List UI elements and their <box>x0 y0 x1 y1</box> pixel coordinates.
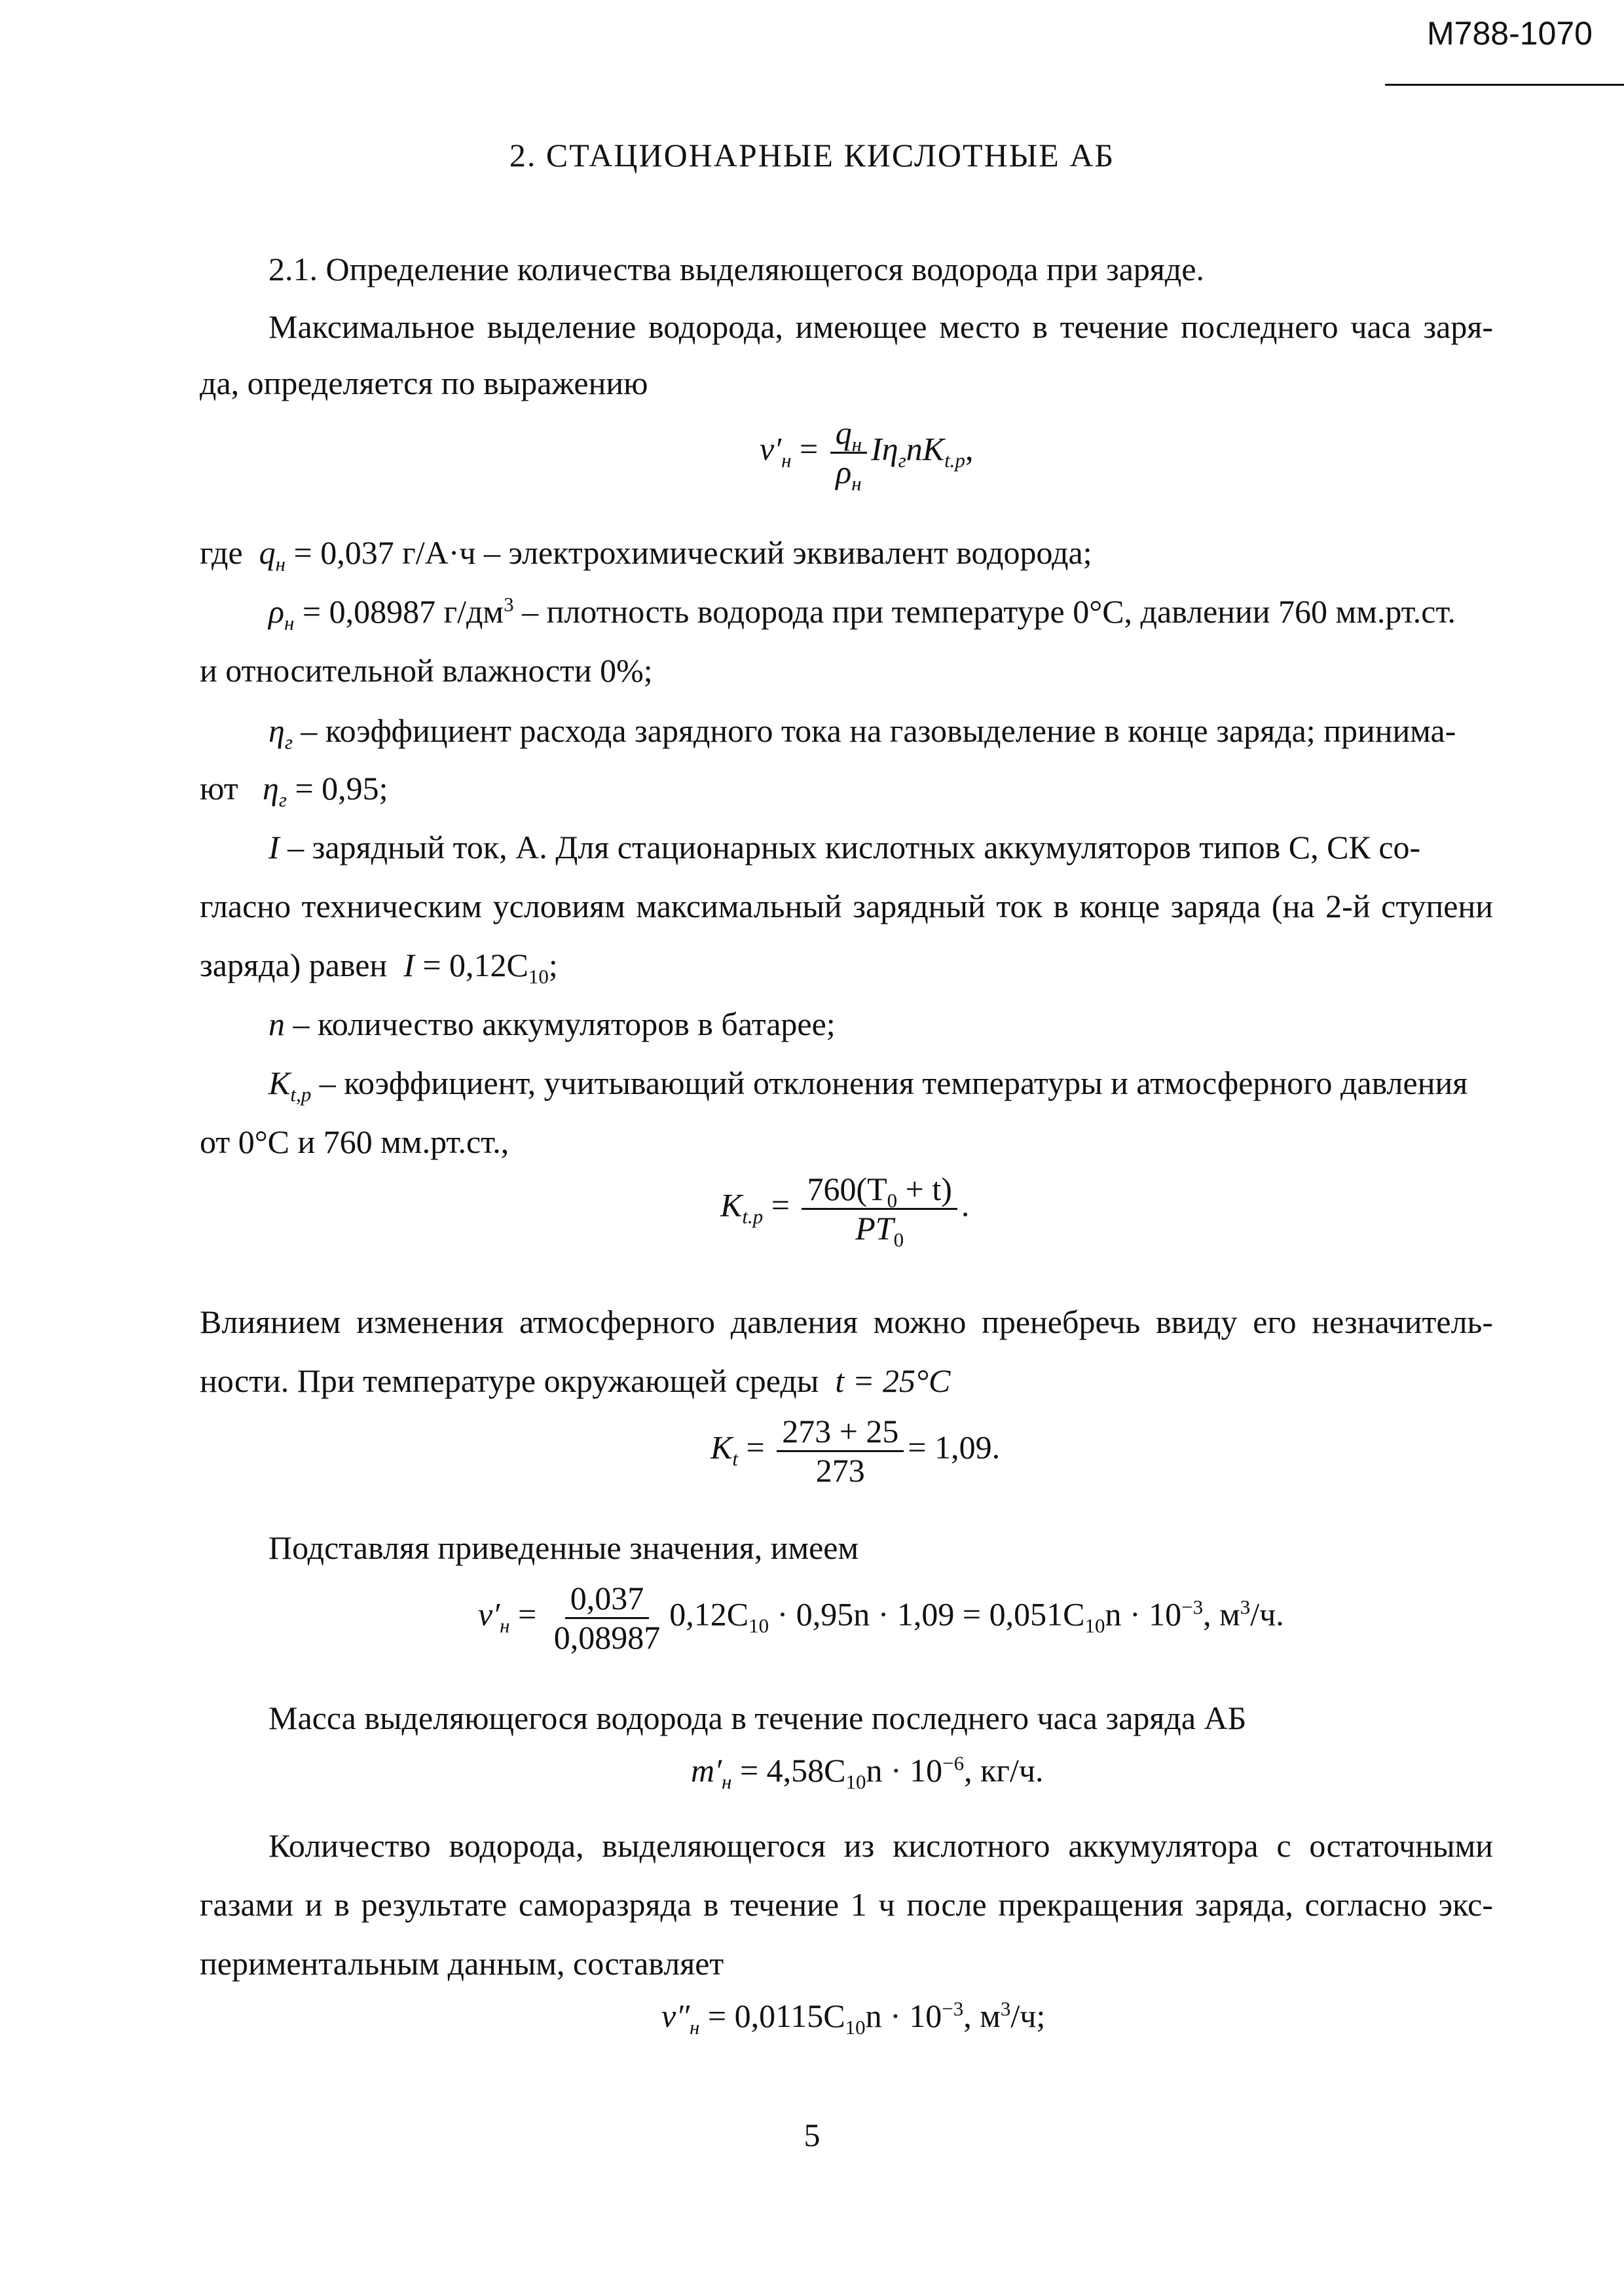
paragraph-line: и относительной влажности 0%; <box>200 652 653 689</box>
paragraph-line: Количество водорода, выделяющегося из кислотного аккумулятора с остаточными <box>268 1827 1493 1864</box>
formula-hydrogen-volume: $v'_н$ = $\frac{q_н}{\rho_н}$ $I\eta_гnK_{t.p}$, <box>760 414 974 495</box>
definition-rho: $\rho_н = 0,08987$ $г/дм^3$ – плотность водорода при температуре 0°С, давлении 760 мм.рт.ст. <box>268 592 1456 634</box>
formula-fraction: $\frac{760(T_0 + t)}{PT_0}$ <box>802 1172 957 1245</box>
definition-k: $K_{t,p}$ – коэффициент, учитывающий отклонения температуры и атмосферного давления <box>268 1065 1468 1106</box>
paragraph-line: Максимальное выделение водорода, имеющее место в течение последнего часа заря- <box>268 308 1493 345</box>
formula-k-t: $K_t$ = $\frac{273 + 25}{273}$ = 1,09. <box>710 1413 1001 1489</box>
formula-residual-hydrogen: $v''_н = 0,0115C_{10}n \cdot 10^{-3}$, $м^3/ч$; <box>661 1997 1046 2039</box>
formula-fraction: $\frac{273 + 25}{273}$ <box>777 1414 904 1487</box>
paragraph-line: ности. При температуре окружающей среды t = 25°C <box>200 1362 951 1399</box>
formula-hydrogen-volume-result: $v'_н$ = $\frac{0,037}{0,08987}$ $0,12C_{10} \cdot 0,95n \cdot 1,09 = 0,051C_{10}n \cdot 10^{-3}$, $м^3/ч$. <box>478 1580 1284 1656</box>
document-number: М788-1070 <box>1427 15 1593 52</box>
definition-eta: $\eta_г$ – коэффициент расхода зарядного тока на газовыделение в конце заряда; принима- <box>268 712 1456 754</box>
paragraph-line: да, определяется по выражению <box>200 365 648 401</box>
paragraph-line: периментальным данным, составляет <box>200 1945 724 1982</box>
formula-hydrogen-mass: $m'_н = 4,58C_{10}n \cdot 10^{-6}$, кг/ч. <box>691 1751 1044 1793</box>
definition-n: n – количество аккумуляторов в батарее; <box>268 1006 836 1042</box>
paragraph-line: Влиянием изменения атмосферного давления можно пренебречь ввиду его незначитель- <box>200 1303 1493 1340</box>
formula-fraction: $\frac{0,037}{0,08987}$ <box>553 1580 661 1656</box>
formula-k-tp: $K_{t.p}$ = $\frac{760(T_0 + t)}{PT_0}$ . <box>720 1171 970 1251</box>
definition-q: где $q_н = 0,037$ г/А·ч – электрохимический эквивалент водорода; <box>200 534 1092 575</box>
paragraph-line: от 0°С и 760 мм.рт.ст., <box>200 1123 509 1160</box>
paragraph-line: газами и в результате саморазряда в течение 1 ч после прекращения заряда, согласно экс- <box>200 1886 1493 1923</box>
definition-current: I – зарядный ток, А. Для стационарных кислотных аккумуляторов типов С, СК со- <box>268 829 1421 866</box>
paragraph-line: гласно техническим условиям максимальный зарядный ток в конце заряда (на 2-й ступени <box>200 888 1493 924</box>
header-rule <box>1385 84 1624 86</box>
page-title: 2. СТАЦИОНАРНЫЕ КИСЛОТНЫЕ АБ <box>509 137 1115 173</box>
page-number: 5 <box>803 2117 821 2153</box>
definition-current-value: заряда) равен $I = 0,12C_{10}$; <box>200 947 558 988</box>
formula-symbol: v′ <box>760 430 782 467</box>
section-heading: 2.1. Определение количества выделяющегося водорода при заряде. <box>268 251 1205 287</box>
paragraph-line: Подставляя приведенные значения, имеем <box>268 1529 859 1566</box>
definition-eta-value: ют $\eta_г = 0,95$; <box>200 770 388 811</box>
formula-fraction: $\frac{q_н}{\rho_н}$ <box>830 416 867 489</box>
paragraph-line: Масса выделяющегося водорода в течение последнего часа заряда АБ <box>268 1700 1247 1736</box>
